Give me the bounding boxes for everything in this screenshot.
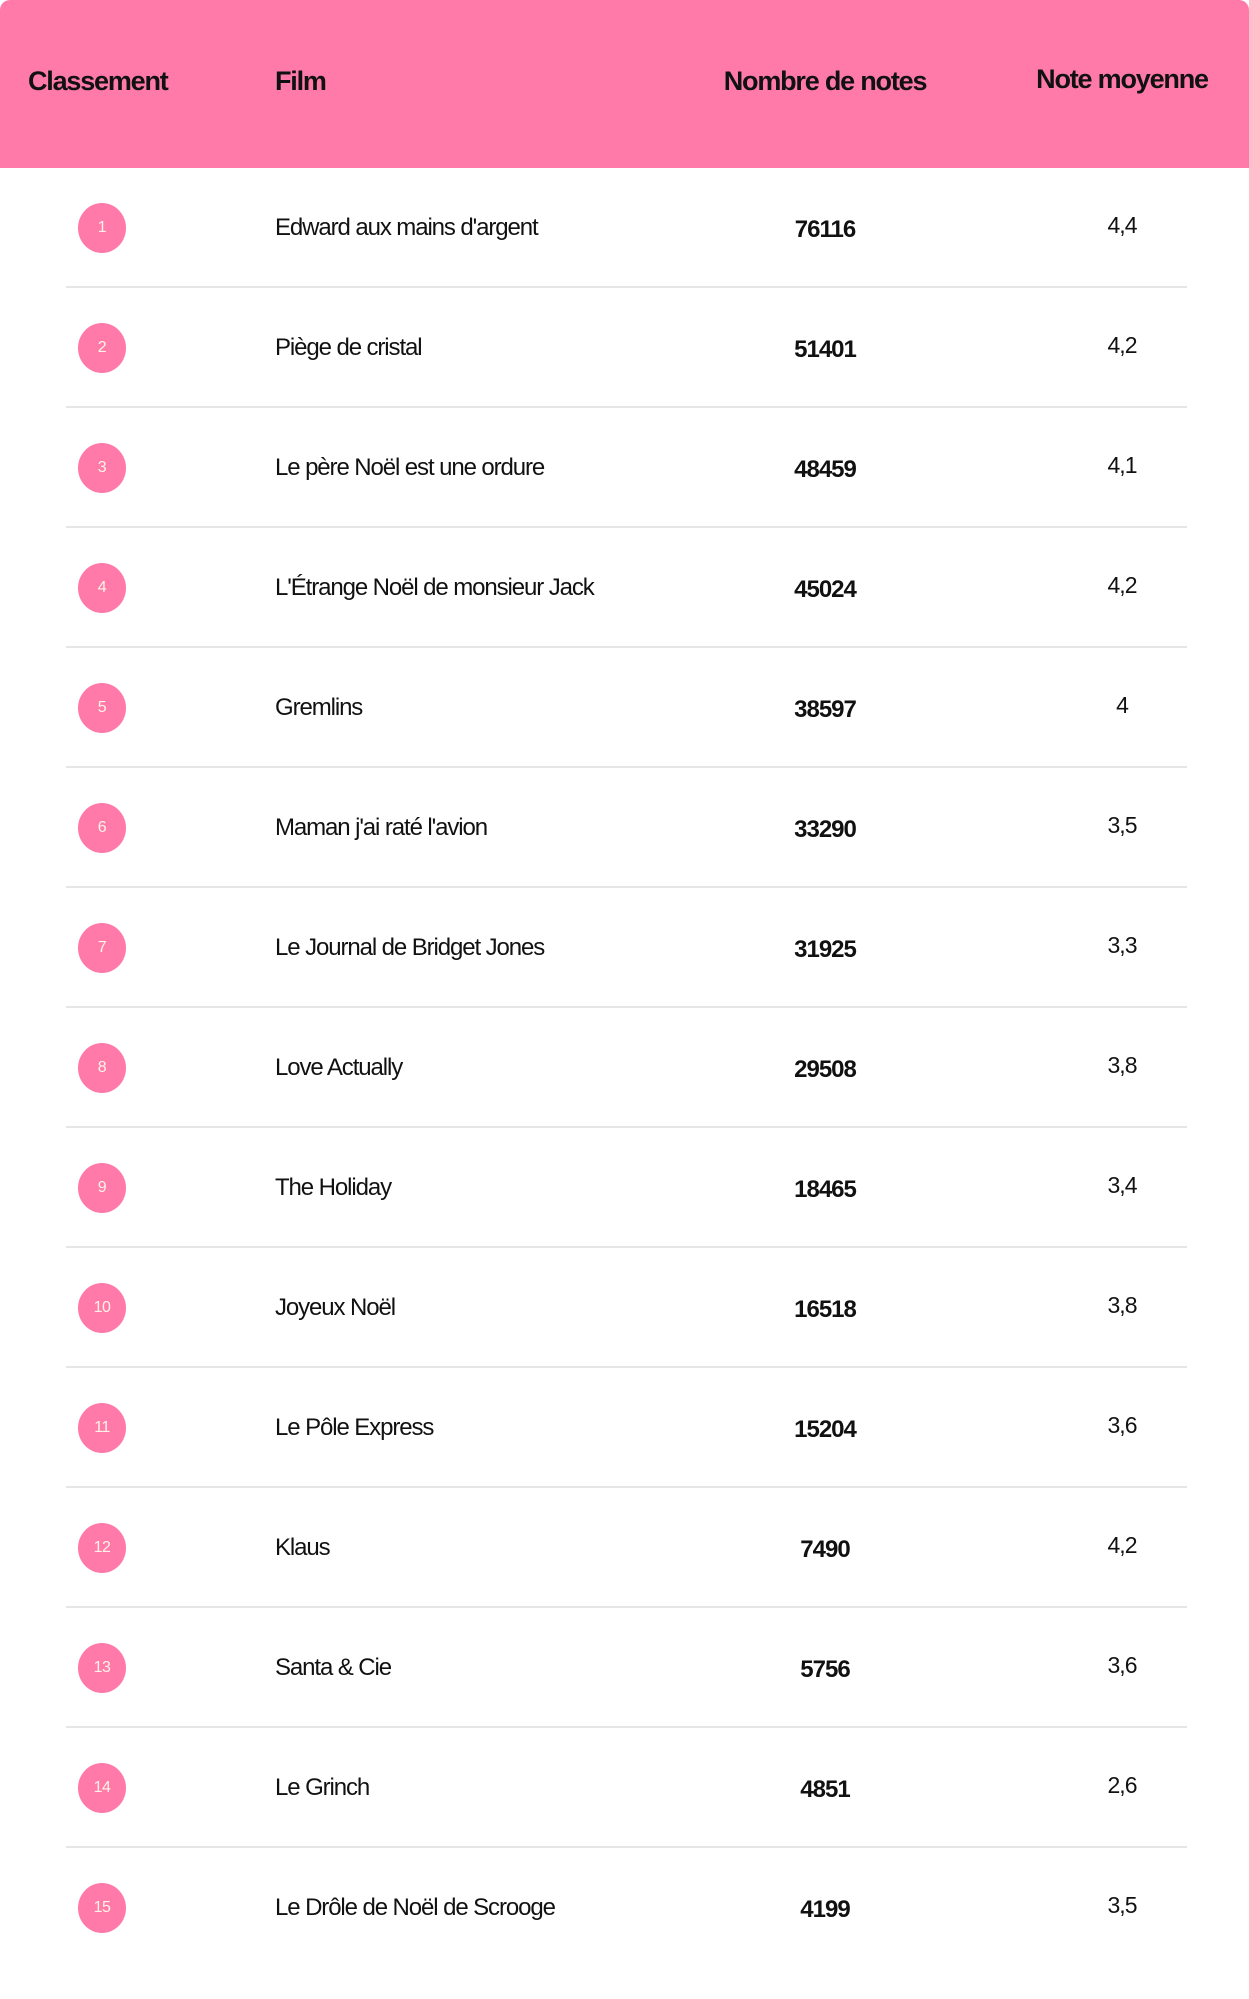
film-title: Joyeux Noël (275, 1294, 395, 1321)
rating-count: 29508 (794, 1056, 856, 1083)
rank-badge: 8 (78, 1043, 126, 1093)
film-title: Le Grinch (275, 1774, 370, 1801)
table-row (0, 1368, 1249, 1488)
rating-count: 31925 (794, 936, 856, 963)
rank-badge: 5 (78, 683, 126, 733)
film-title: Gremlins (275, 694, 363, 721)
header-rank[interactable]: Classement (28, 66, 168, 96)
film-title: Piège de cristal (275, 334, 422, 361)
table-row (0, 1728, 1249, 1848)
rating-count: 45024 (794, 576, 856, 603)
average-rating: 3,6 (1107, 1412, 1137, 1438)
average-rating: 2,6 (1107, 1772, 1137, 1798)
rating-count: 51401 (794, 336, 856, 363)
rank-badge: 14 (78, 1763, 126, 1813)
rank-badge: 9 (78, 1163, 126, 1213)
rating-count: 7490 (800, 1536, 850, 1563)
rating-count: 4851 (800, 1776, 850, 1803)
film-title: Edward aux mains d'argent (275, 214, 538, 241)
table-row (0, 1608, 1249, 1728)
average-rating: 4,2 (1107, 332, 1137, 358)
rating-count: 33290 (794, 816, 856, 843)
film-title: Le père Noël est une ordure (275, 454, 545, 481)
average-rating: 3,5 (1107, 1892, 1137, 1918)
rating-count: 76116 (794, 216, 856, 243)
header-film[interactable]: Film (275, 66, 326, 96)
table-row (0, 768, 1249, 888)
rank-badge: 3 (78, 443, 126, 493)
rank-badge: 2 (78, 323, 126, 373)
table-row (0, 1848, 1249, 1968)
average-rating: 4 (1116, 692, 1128, 718)
rating-count: 15204 (794, 1416, 856, 1443)
film-title: Le Drôle de Noël de Scrooge (275, 1894, 555, 1921)
average-rating: 3,6 (1107, 1652, 1137, 1678)
table-row (0, 408, 1249, 528)
table-row (0, 528, 1249, 648)
rank-badge: 6 (78, 803, 126, 853)
rating-count: 18465 (794, 1176, 856, 1203)
film-title: Santa & Cie (275, 1654, 391, 1681)
average-rating: 3,3 (1107, 932, 1137, 958)
average-rating: 3,4 (1107, 1172, 1137, 1198)
rank-badge: 4 (78, 563, 126, 613)
header-avg[interactable]: Note moyenne (1036, 64, 1208, 94)
film-title: Maman j'ai raté l'avion (275, 814, 487, 841)
average-rating: 3,5 (1107, 812, 1137, 838)
rating-count: 4199 (800, 1896, 850, 1923)
rating-count: 38597 (794, 696, 856, 723)
rating-count: 16518 (794, 1296, 856, 1323)
table-row (0, 1008, 1249, 1128)
rank-badge: 13 (78, 1643, 126, 1693)
average-rating: 4,1 (1107, 452, 1137, 478)
film-title: Klaus (275, 1534, 330, 1561)
rank-badge: 1 (78, 203, 126, 253)
average-rating: 3,8 (1107, 1292, 1137, 1318)
table-row (0, 1128, 1249, 1248)
table-row (0, 288, 1249, 408)
average-rating: 3,8 (1107, 1052, 1137, 1078)
table-body (0, 168, 1249, 1968)
table-row (0, 168, 1249, 288)
film-title: The Holiday (275, 1174, 391, 1201)
table-row (0, 1248, 1249, 1368)
average-rating: 4,4 (1107, 212, 1137, 238)
rank-badge: 15 (78, 1883, 126, 1933)
film-title: L'Étrange Noël de monsieur Jack (275, 574, 594, 601)
rating-count: 48459 (794, 456, 856, 483)
rank-badge: 11 (78, 1403, 126, 1453)
table-row (0, 648, 1249, 768)
rating-count: 5756 (800, 1656, 850, 1683)
film-title: Love Actually (275, 1054, 403, 1081)
table-header (0, 0, 1249, 168)
rank-badge: 12 (78, 1523, 126, 1573)
average-rating: 4,2 (1107, 1532, 1137, 1558)
header-count[interactable]: Nombre de notes (723, 66, 927, 96)
average-rating: 4,2 (1107, 572, 1137, 598)
film-title: Le Pôle Express (275, 1414, 434, 1441)
table-row (0, 1488, 1249, 1608)
rank-badge: 7 (78, 923, 126, 973)
rank-badge: 10 (78, 1283, 126, 1333)
film-title: Le Journal de Bridget Jones (275, 934, 545, 961)
table-row (0, 888, 1249, 1008)
